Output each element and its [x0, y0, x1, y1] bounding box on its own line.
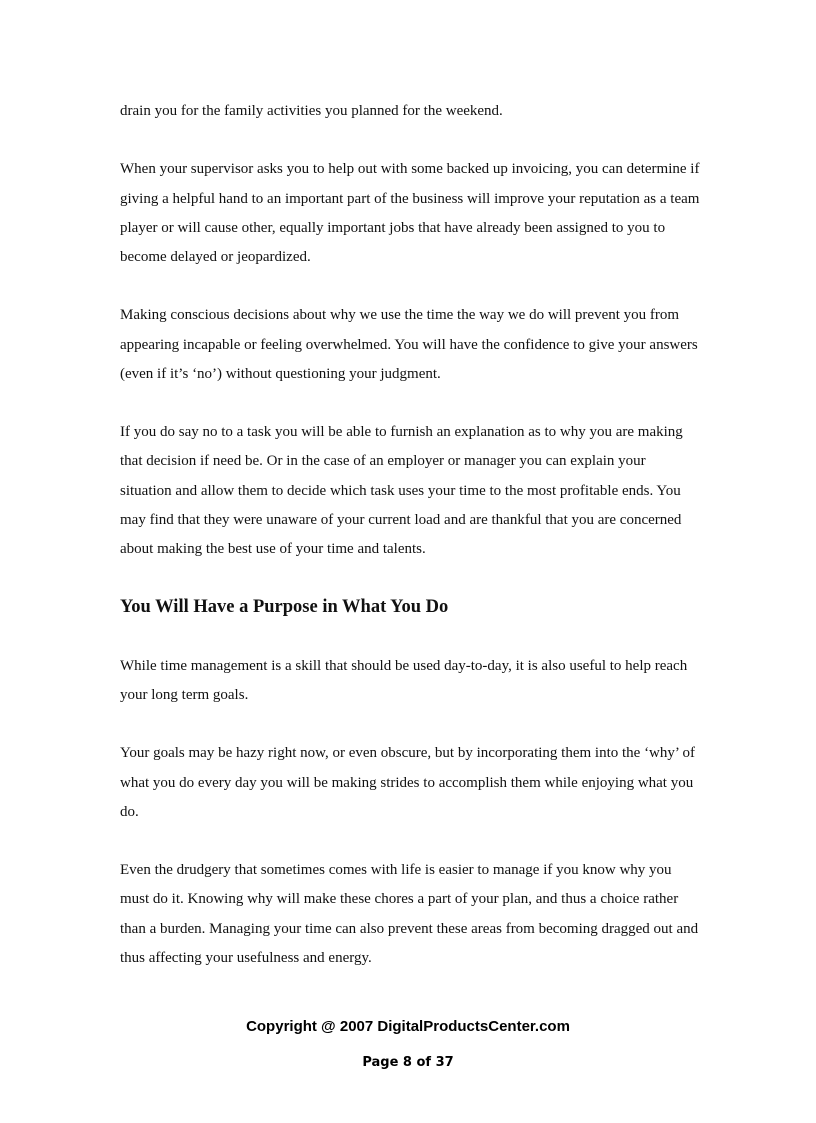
paragraph-long-term-goals: While time management is a skill that should be used day-to-day, it is also useful to help reach your long term goals. — [120, 657, 688, 703]
paragraph-conscious-decisions: Making conscious decisions about why we use the time the way we do will prevent you from appearing incapable or feeling overwhelmed. You will have the confidence to give your answers (even if it’s ‘no’) without questioning your judgment. — [120, 307, 698, 382]
paragraph-invoicing: When your supervisor asks you to help out with some backed up invoicing, you can determine if giving a helpful hand to an important part of the business will improve your reputation as a team player or will cause other, equally important jobs that have already been assigned to you to become delayed or jeopardized. — [120, 161, 700, 265]
paragraph-saying-no: If you do say no to a task you will be able to furnish an explanation as to why you are making that decision if need be. Or in the case of an employer or manager you can explain your situation and allow them to decide which task uses your time to the most profitable ends. You may find that they were unaware of your current load and are thankful that you are concerned about making the best use of your time and talents. — [120, 424, 683, 557]
page-number: Page 8 of 37 — [362, 1055, 454, 1070]
paragraph-drudgery: Even the drudgery that sometimes comes with life is easier to manage if you know why you must do it. Knowing why will make these chores a part of your plan, and thus a choice rather than a burden. Managing your time can also prevent these areas from becoming dragged out and thus affecting your usefulness and energy. — [120, 862, 699, 966]
paragraph-hazy-goals: Your goals may be hazy right now, or even obscure, but by incorporating them into the ‘why’ of what you do every day you will be making strides to accomplish them while enjoying what you do. — [120, 745, 696, 820]
paragraph-weekend: drain you for the family activities you planned for the weekend. — [120, 103, 503, 119]
section-heading: You Will Have a Purpose in What You Do — [120, 597, 449, 618]
footer-copyright: Copyright @ 2007 DigitalProductsCenter.com — [246, 1018, 570, 1035]
document-body — [120, 97, 700, 1002]
